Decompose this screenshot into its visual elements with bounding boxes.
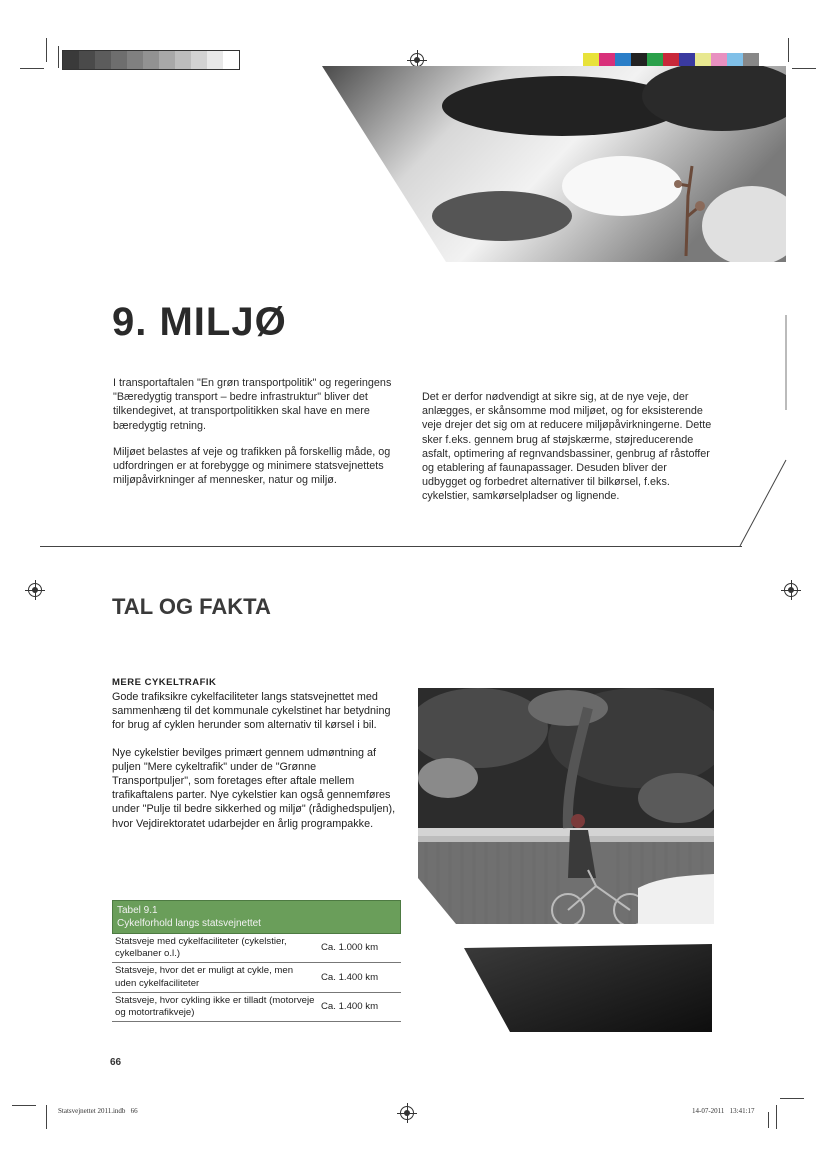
row-value: Ca. 1.400 km <box>321 1000 379 1012</box>
crop-mark <box>780 1098 804 1099</box>
table-row <box>112 963 401 992</box>
crop-mark <box>46 1105 47 1129</box>
registration-mark <box>400 1106 414 1120</box>
crop-mark <box>12 1105 36 1106</box>
intro-right-column <box>422 390 714 516</box>
intro-paragraph: Det er derfor nødvendigt at sikre sig, at de nye veje, der anlægges, er skånsomme mod miljøet, og for eksisterende veje drejer det sig om at reducere miljøpåvirkningerne. Dette sker f.eks. gennem brug af støjskærme, støjreducerende asfalt, optimering af regnvandsbassiner, genbrug af råstoffer og etablering af faunapassager. Desuden bliver der udbygget og forbedret alternativer til bilkørsel, f.eks. cykelstier, samkørselpladser og lignende. <box>422 391 712 503</box>
chapter-title: 9. MILJØ <box>112 300 287 344</box>
table-label: Tabel 9.1 <box>117 905 158 916</box>
section-divider <box>40 546 742 547</box>
header-photo <box>322 66 786 262</box>
cyclist-photo <box>418 688 714 928</box>
table-header <box>112 900 401 934</box>
footer-file-info: Statsvejnettet 2011.indb 66 <box>58 1107 138 1115</box>
crop-mark <box>20 68 44 69</box>
intro-left-column <box>113 376 403 499</box>
table-row <box>112 993 401 1022</box>
crop-mark <box>788 38 789 62</box>
decorative-dark-shape <box>464 944 712 1032</box>
section-title: TAL OG FAKTA <box>112 594 271 619</box>
registration-mark <box>28 583 42 597</box>
intro-paragraph: I transportaftalen "En grøn transportpolitik" og regeringens "Bæredygtig transport – bedre infrastruktur" bliver det tilkendegivet, at transportpolitikken skal have en mere bæredygtig retning. <box>113 377 392 432</box>
body-paragraph: Gode trafiksikre cykelfaciliteter langs statsvejnettet med sammenhæng til det kommunale cykelstinet har betydning for brug af cyklen herunder som alternativ til kørsel i bil. <box>112 691 391 732</box>
crop-mark <box>58 46 59 68</box>
footer-timestamp: 14-07-2011 13:41:17 <box>692 1107 755 1115</box>
row-description: Statsveje, hvor det er muligt at cykle, men uden cykelfaciliteter <box>115 965 294 989</box>
crop-mark <box>768 1112 769 1128</box>
row-value: Ca. 1.400 km <box>321 971 379 983</box>
crop-mark <box>792 68 816 69</box>
registration-mark <box>410 53 424 67</box>
page-number: 66 <box>110 1057 122 1068</box>
registration-mark <box>784 583 798 597</box>
grayscale-calibration-bar <box>62 50 240 70</box>
table-title: Cykelforhold langs statsvejnettet <box>117 918 261 929</box>
section-body <box>112 690 396 844</box>
subheading: MERE CYKELTRAFIK <box>112 677 217 688</box>
crop-mark <box>46 38 47 62</box>
intro-paragraph: Miljøet belastes af veje og trafikken på forskellig måde, og udfordringen er at forebygge og minimere statsvejnettets miljøpåvirkninger af mennesker, natur og miljø. <box>113 445 391 487</box>
body-paragraph: Nye cykelstier bevilges primært gennem udmøntning af puljen "Mere cykeltrafik" under de "Grønne Transportpuljer", som foretages efter aftale mellem trafikaftalens parter. Nye cykelstier kan også gennemføres under "Pulje til bedre sikkerhed og miljø" (rådighedspuljen), hvor Vejdirektoratet udarbejder en årlig programpakke. <box>112 746 396 830</box>
table-9-1 <box>112 900 401 1022</box>
row-description: Statsveje, hvor cykling ikke er tilladt (motorveje og motortrafikveje) <box>115 994 315 1019</box>
row-description: Statsveje med cykelfaciliteter (cykelstier, cykelbaner o.l.) <box>115 936 287 960</box>
table-row <box>112 934 401 963</box>
row-value: Ca. 1.000 km <box>321 942 379 954</box>
crop-mark <box>776 1105 777 1129</box>
